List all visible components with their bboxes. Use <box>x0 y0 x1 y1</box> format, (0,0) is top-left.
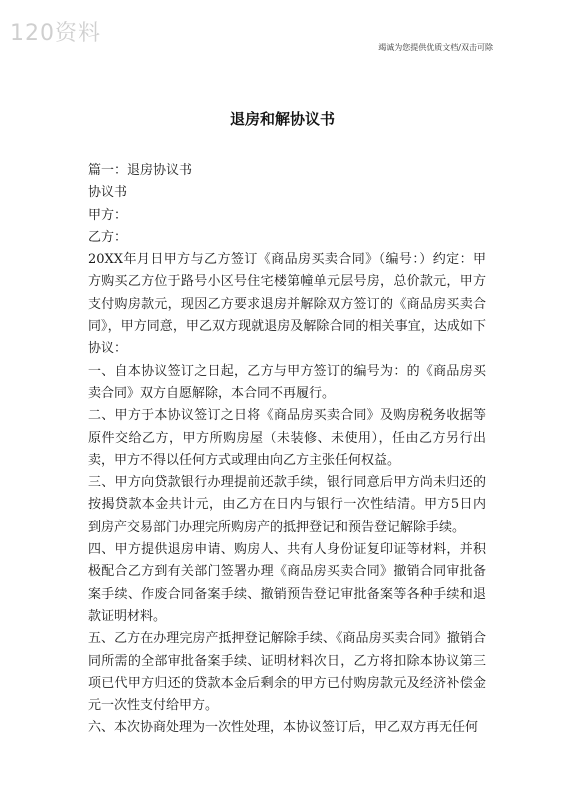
document-title: 退房和解协议书 <box>229 110 335 128</box>
paragraph-party-b: 乙方： <box>88 229 128 245</box>
paragraph-party-a: 甲方： <box>88 207 128 223</box>
paragraph-clause-3: 三、甲方向贷款银行办理提前还款手续，银行同意后甲方尚未归还的按揭贷款本金共计元，由乙方在日内与银行一次性结清。甲方5日内到房产交易部门办理完所购房产的抵押登记和预告登记解除手续。 <box>88 475 486 535</box>
paragraph-clause-5: 五、乙方在办理完房产抵押登记解除手续、《商品房买卖合同》撤销合同所需的全部审批备案手续、证明材料次日，乙方将扣除本协议第三项已代甲方归还的贷款本金后剩余的甲方已付购房款元及经济补偿金元一次性支付给甲方。 <box>88 631 486 714</box>
paragraph-clause-1: 一、自本协议签订之日起，乙方与甲方签订的编号为：的《商品房买卖合同》双方自愿解除，本合同不再履行。 <box>88 363 486 401</box>
paragraph-agreement-label: 协议书 <box>88 185 128 201</box>
paragraph-clause-2: 二、甲方于本协议签订之日将《商品房买卖合同》及购房税务收据等原件交给乙方，甲方所购房屋（未装修、未使用），任由乙方另行出卖，甲方不得以任何方式或理由向乙方主张任何权益。 <box>88 408 486 468</box>
paragraph-section-heading: 篇一：退房协议书 <box>88 163 193 178</box>
document-body <box>88 160 486 740</box>
paragraph-clause-4: 四、甲方提供退房申请、购房人、共有人身份证复印证等材料，并积极配合乙方到有关部门签署办理《商品房买卖合同》撤销合同审批备案手续、作废合同备案手续、撤销预告登记审批备案等各种手续和退款证明材料。 <box>88 542 486 624</box>
paragraph-clause-6: 六、本次协商处理为一次性处理，本协议签订后，甲乙双方再无任何 <box>88 720 479 736</box>
paragraph-preamble: 20XX年月日甲方与乙方签订《商品房买卖合同》（编号：）约定：甲方购买乙方位于路号小区号住宅楼第幢单元层号房，总价款元，甲方支付购房款元，现因乙方要求退房并解除双方签订的《商品房买卖合同》，甲方同意，甲乙双方现就退房及解除合同的相关事宜，达成如下协议： <box>88 252 486 357</box>
watermark-logo: 120资料 <box>10 21 101 46</box>
header-note: 竭诚为您提供优质文档/双击可除 <box>378 43 493 52</box>
